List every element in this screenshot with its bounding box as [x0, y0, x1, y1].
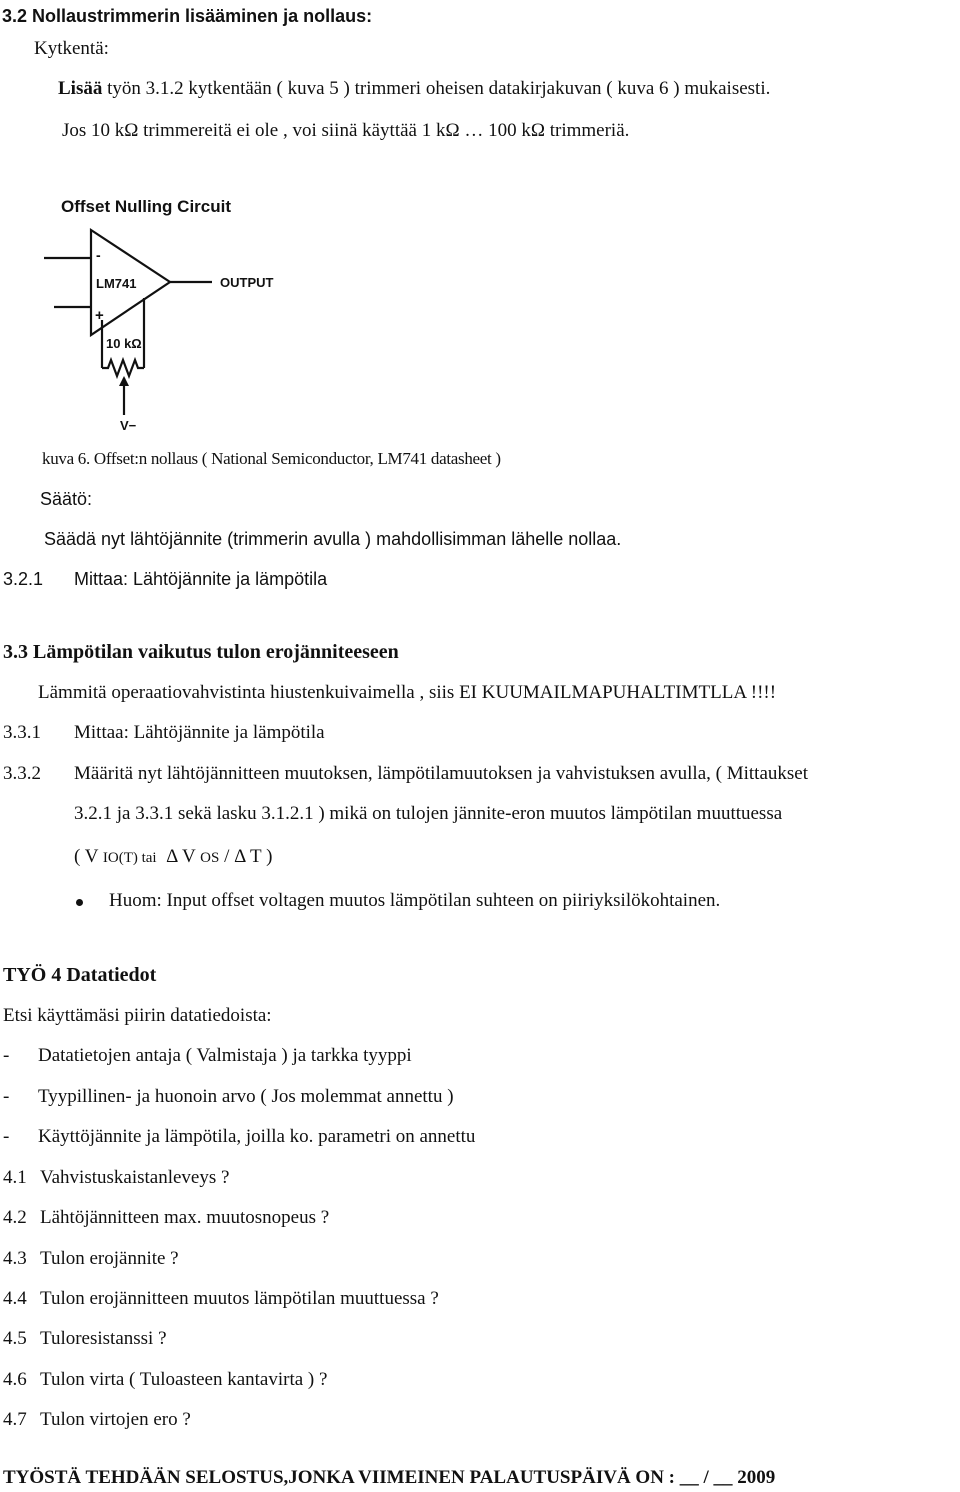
list-item-num: 4.2 — [3, 1207, 27, 1228]
minus-label: - — [96, 247, 101, 263]
figure-caption: kuva 6. Offset:n nollaus ( National Semiconductor, LM741 datasheet ) — [42, 449, 501, 468]
dash-item-text: Käyttöjännite ja lämpötila, joilla ko. parametri on annettu — [38, 1126, 476, 1147]
item-3-3-2-line2: 3.2.1 ja 3.3.1 sekä lasku 3.1.2.1 ) mikä on tulojen jännite-eron muutos lämpötilan muuttuessa — [74, 803, 783, 824]
item-3-3-1-text: Mittaa: Lähtöjännite ja lämpötila — [74, 722, 325, 743]
item-3-2-1 — [3, 569, 327, 590]
bullet-icon — [76, 899, 83, 906]
formula-rest: / Δ T ) — [224, 846, 273, 867]
dash-marker: - — [3, 1126, 10, 1147]
kytkenta-label: Kytkentä: — [34, 38, 109, 59]
dash-item-text: Datatietojen antaja ( Valmistaja ) ja tarkka tyyppi — [38, 1045, 412, 1066]
trimmer-resistor — [102, 360, 144, 376]
dash-item — [3, 1126, 475, 1148]
list-item-num: 4.5 — [3, 1328, 27, 1349]
item-3-3-2-line1: Määritä nyt lähtöjännitteen muutoksen, lämpötilamuutoksen ja vahvistuksen avulla, ( Mittaukset — [74, 763, 808, 784]
lisaa-rest: työn 3.1.2 kytkentään ( kuva 5 ) trimmeri oheisen datakirjakuvan ( kuva 6 ) mukaisesti. — [107, 78, 771, 99]
list-item — [3, 1409, 191, 1431]
list-item-num: 4.7 — [3, 1409, 27, 1430]
dash-marker: - — [3, 1086, 10, 1107]
list-item-text: Tulon virtojen ero ? — [40, 1409, 191, 1430]
list-item-num: 4.3 — [3, 1248, 27, 1269]
item-3-3-2-num: 3.3.2 — [3, 763, 41, 784]
formula-open: ( V — [74, 846, 99, 867]
tyo4-intro: Etsi käyttämäsi piirin datatiedoista: — [3, 1005, 272, 1026]
dash-item — [3, 1045, 412, 1067]
lisaa-bold: Lisää — [58, 78, 103, 99]
resistor-label: 10 kΩ — [106, 336, 142, 351]
item-3-3-1-num: 3.3.1 — [3, 722, 41, 743]
list-item-text: Lähtöjännitteen max. muutosnopeus ? — [40, 1207, 330, 1228]
formula-line — [74, 846, 272, 868]
list-item — [3, 1328, 167, 1350]
list-item-text: Vahvistuskaistanleveys ? — [40, 1167, 230, 1188]
section-heading-3-3: 3.3 Lämpötilan vaikutus tulon erojänniteeseen — [3, 641, 399, 663]
diagram-title: Offset Nulling Circuit — [61, 197, 231, 216]
trimmer-alt-line: Jos 10 kΩ trimmereitä ei ole , voi siinä käyttää 1 kΩ … 100 kΩ trimmeriä. — [62, 120, 630, 141]
lisaa-line — [58, 78, 770, 100]
list-item-text: Tulon erojännite ? — [40, 1248, 179, 1269]
saato-text: Säädä nyt lähtöjännite (trimmerin avulla ) mahdollisimman lähelle nollaa. — [44, 529, 622, 549]
list-item — [3, 1248, 179, 1270]
list-item-text: Tuloresistanssi ? — [40, 1328, 167, 1349]
list-item — [3, 1288, 439, 1310]
list-item-text: Tulon erojännitteen muutos lämpötilan muuttuessa ? — [40, 1288, 439, 1309]
formula-delta: Δ V — [166, 846, 196, 867]
wiper-arrow — [119, 376, 129, 386]
list-item-num: 4.6 — [3, 1369, 27, 1390]
item-3-3-1 — [3, 722, 325, 744]
section-heading-3-2: 3.2 Nollaustrimmerin lisääminen ja nollaus: — [2, 6, 373, 26]
list-item-num: 4.1 — [3, 1167, 27, 1188]
huom-note: Huom: Input offset voltagen muutos lämpötilan suhteen on piiriyksilökohtainen. — [109, 890, 721, 911]
dash-item-text: Tyypillinen- ja huonoin arvo ( Jos molemmat annettu ) — [38, 1086, 454, 1107]
report-deadline: TYÖSTÄ TEHDÄÄN SELOSTUS,JONKA VIIMEINEN PALAUTUSPÄIVÄ ON : __ / __ 2009 — [3, 1467, 776, 1488]
item-3-3-2 — [3, 763, 808, 785]
formula-sub: IO(T) tai — [102, 850, 157, 866]
offset-nulling-diagram — [40, 190, 310, 435]
item-3-2-1-text: Mittaa: Lähtöjännite ja lämpötila — [74, 569, 328, 589]
list-item — [3, 1207, 329, 1229]
list-item-num: 4.4 — [3, 1288, 27, 1309]
heat-instruction: Lämmitä operaatiovahvistinta hiustenkuivaimella , siis EI KUUMAILMAPUHALTIMTLLA !!!! — [38, 682, 777, 703]
vminus-label: V− — [120, 418, 137, 433]
dash-marker: - — [3, 1045, 10, 1066]
saato-label: Säätö: — [40, 489, 93, 509]
output-label: OUTPUT — [220, 275, 274, 290]
formula-os: OS — [200, 850, 220, 866]
chip-label: LM741 — [96, 276, 137, 291]
dash-item — [3, 1086, 454, 1108]
list-item — [3, 1167, 229, 1189]
plus-label: + — [95, 307, 104, 324]
list-item — [3, 1369, 327, 1391]
section-heading-tyo4: TYÖ 4 Datatiedot — [3, 964, 157, 986]
item-3-2-1-num: 3.2.1 — [3, 569, 44, 589]
list-item-text: Tulon virta ( Tuloasteen kantavirta ) ? — [40, 1369, 328, 1390]
